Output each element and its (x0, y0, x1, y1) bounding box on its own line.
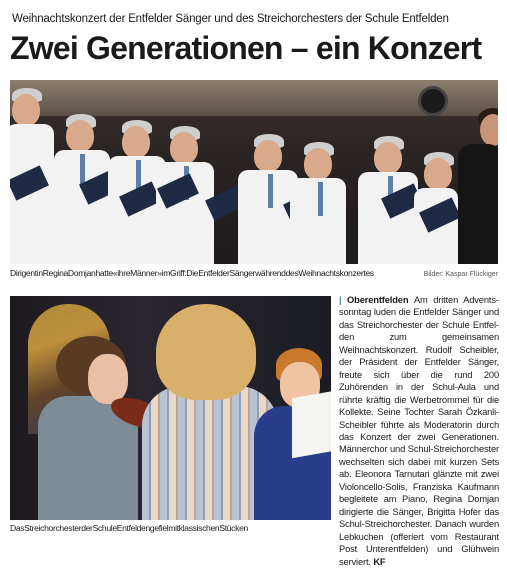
author-signature: KF (373, 556, 386, 567)
photo1-caption: DirigentinReginaDomjanhatte«ihreMänner»imGriff:DieEntfelderSängerwährenddesWeihnachtskonzertes (10, 268, 374, 278)
article-body (339, 294, 499, 568)
orchestra-photo (10, 296, 331, 520)
conductor-body (458, 144, 498, 264)
stage-lamp (418, 86, 448, 116)
headline: Zwei Generationen – ein Konzert (10, 30, 482, 66)
dateline-bar: | (339, 295, 342, 305)
violinist-face (88, 354, 128, 404)
photo-credit: Bilder: Kaspar Flückiger (423, 271, 498, 278)
conductor (480, 114, 498, 146)
kicker: Weihnachtskonzert der Entfelder Sänger und des Streichorchesters der Schule Entfelden (12, 13, 449, 25)
caption-row (10, 268, 498, 278)
dateline: Oberentfelden (347, 295, 414, 305)
music-stand (292, 390, 331, 458)
student-hair (156, 304, 256, 400)
article-text: Am dritten Adventssonntag luden die Entfelder Sänger und das Streichorchester der Schule Entfelden zum gemeinsamen Weihnachtskonzert. Rudolf Scheibler, der Präsident der Entfelder Sänger, freute sich über die rund 200 Zuhörenden in der Schul-Aula und rührte kräftig die Werbetrommel für die Kollekte. Seine Tochter Sarah Özkanli-Scheibler führte als Moderatorin durch das Konzert der zwei Generationen. Männerchor und Schul-Streichorchester wechselten sich dabei mit kurzen Sets ab. Eleonora Tarnutari glänzte mit zwei Violoncello-Solis, Franziska Kaufmann begleitete am Piano, Regina Domjan dirigierte die Sänger, Brigitta Hofer das Schul-Streichorchester. Danach wurden Lebkuchen (offeriert vom Restaurant Post Unterentfelden) und Glühwein serviert. (339, 295, 499, 567)
photo2-caption: DasStreichorchesterderSchuleEntfeldengefielmitklassischenStücken (10, 523, 248, 533)
choir-photo (10, 80, 498, 264)
